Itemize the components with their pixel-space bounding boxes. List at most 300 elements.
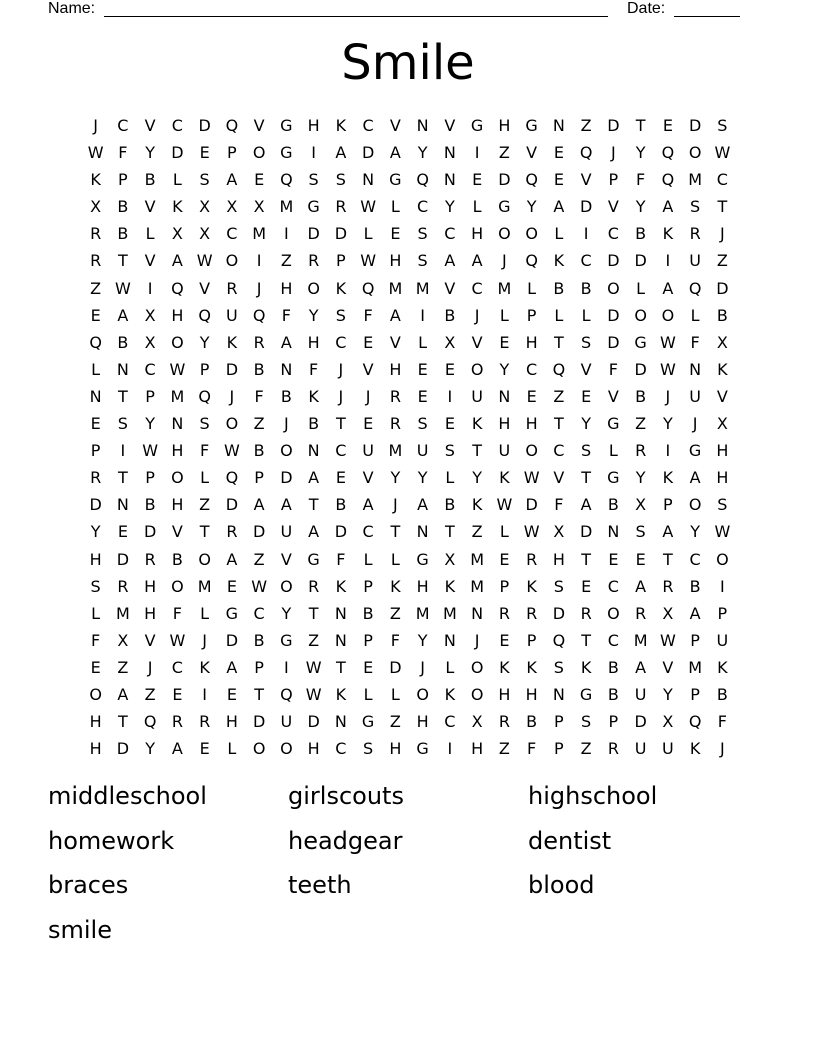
grid-letter[interactable]: I bbox=[202, 684, 207, 704]
grid-letter[interactable]: R bbox=[117, 576, 129, 596]
grid-letter[interactable]: E bbox=[254, 170, 265, 190]
grid-letter[interactable]: V bbox=[716, 386, 728, 406]
grid-letter[interactable]: L bbox=[581, 305, 591, 325]
grid-letter[interactable]: J bbox=[229, 386, 235, 406]
grid-letter[interactable]: H bbox=[416, 712, 429, 732]
grid-letter[interactable]: Q bbox=[661, 170, 675, 190]
grid-letter[interactable]: E bbox=[363, 414, 374, 434]
grid-letter[interactable]: O bbox=[498, 224, 511, 244]
grid-letter[interactable]: R bbox=[689, 224, 701, 244]
grid-letter[interactable]: K bbox=[717, 359, 728, 379]
grid-letter[interactable]: J bbox=[338, 386, 344, 406]
grid-letter[interactable]: S bbox=[717, 116, 728, 135]
grid-letter[interactable]: N bbox=[116, 359, 129, 379]
grid-letter[interactable]: O bbox=[470, 359, 484, 379]
grid-letter[interactable]: X bbox=[471, 712, 483, 732]
grid-letter[interactable]: V bbox=[144, 630, 156, 650]
grid-letter[interactable]: H bbox=[389, 359, 402, 379]
grid-letter[interactable]: H bbox=[552, 549, 565, 569]
grid-letter[interactable]: P bbox=[526, 630, 537, 650]
grid-letter[interactable]: P bbox=[254, 657, 264, 677]
grid-letter[interactable]: P bbox=[690, 684, 700, 704]
grid-letter[interactable]: L bbox=[227, 739, 237, 759]
grid-letter[interactable]: K bbox=[499, 468, 510, 488]
grid-letter[interactable]: A bbox=[226, 657, 238, 677]
grid-letter[interactable]: W bbox=[169, 359, 186, 379]
grid-letter[interactable]: H bbox=[525, 414, 538, 434]
grid-letter[interactable]: A bbox=[417, 495, 429, 515]
grid-letter[interactable]: D bbox=[225, 630, 239, 650]
grid-letter[interactable]: X bbox=[444, 549, 456, 569]
grid-letter[interactable]: P bbox=[608, 712, 619, 732]
grid-letter[interactable]: D bbox=[143, 522, 157, 542]
grid-letter[interactable]: E bbox=[335, 468, 346, 488]
grid-letter[interactable]: R bbox=[144, 549, 156, 569]
grid-letter[interactable]: D bbox=[334, 522, 348, 542]
grid-letter[interactable]: W bbox=[659, 359, 676, 379]
grid-letter[interactable]: I bbox=[665, 441, 671, 461]
grid-letter[interactable]: W bbox=[251, 576, 268, 596]
grid-letter[interactable]: E bbox=[608, 549, 619, 569]
grid-letter[interactable]: F bbox=[608, 359, 618, 379]
grid-letter[interactable]: Z bbox=[308, 630, 320, 650]
grid-letter[interactable]: D bbox=[198, 116, 211, 135]
grid-letter[interactable]: B bbox=[607, 657, 619, 677]
grid-letter[interactable]: I bbox=[720, 576, 725, 596]
grid-letter[interactable]: T bbox=[117, 386, 128, 406]
grid-letter[interactable]: L bbox=[363, 224, 373, 244]
grid-letter[interactable]: E bbox=[226, 576, 237, 596]
grid-letter[interactable]: F bbox=[636, 170, 646, 190]
grid-letter[interactable]: O bbox=[307, 278, 320, 298]
grid-letter[interactable]: S bbox=[417, 224, 428, 244]
grid-letter[interactable]: B bbox=[716, 305, 728, 325]
grid-letter[interactable]: A bbox=[444, 251, 456, 271]
grid-letter[interactable]: V bbox=[389, 332, 401, 352]
grid-letter[interactable]: W bbox=[196, 251, 213, 271]
grid-letter[interactable]: D bbox=[634, 359, 647, 379]
grid-letter[interactable]: A bbox=[662, 278, 674, 298]
grid-letter[interactable]: G bbox=[307, 549, 320, 569]
grid-letter[interactable]: Q bbox=[280, 684, 293, 704]
grid-letter[interactable]: R bbox=[526, 549, 538, 569]
grid-letter[interactable]: M bbox=[688, 657, 703, 677]
grid-letter[interactable]: Z bbox=[280, 251, 292, 271]
grid-letter[interactable]: J bbox=[365, 386, 371, 406]
grid-letter[interactable]: B bbox=[308, 414, 320, 434]
grid-letter[interactable]: Y bbox=[145, 414, 156, 434]
grid-letter[interactable]: T bbox=[662, 549, 673, 569]
grid-letter[interactable]: H bbox=[89, 549, 102, 569]
grid-letter[interactable]: S bbox=[581, 441, 592, 461]
grid-letter[interactable]: L bbox=[363, 684, 373, 704]
grid-letter[interactable]: D bbox=[525, 495, 538, 515]
grid-letter[interactable]: R bbox=[90, 224, 102, 244]
grid-letter[interactable]: X bbox=[716, 332, 728, 352]
grid-letter[interactable]: V bbox=[662, 657, 674, 677]
grid-letter[interactable]: H bbox=[171, 305, 184, 325]
grid-letter[interactable]: A bbox=[117, 684, 129, 704]
grid-letter[interactable]: H bbox=[471, 739, 484, 759]
grid-letter[interactable]: A bbox=[635, 657, 647, 677]
grid-letter[interactable]: W bbox=[659, 332, 676, 352]
grid-letter[interactable]: P bbox=[90, 441, 101, 461]
grid-letter[interactable]: I bbox=[447, 739, 453, 759]
grid-letter[interactable]: V bbox=[553, 468, 565, 488]
grid-letter[interactable]: M bbox=[470, 576, 485, 596]
grid-letter[interactable]: R bbox=[526, 603, 538, 623]
grid-letter[interactable]: J bbox=[147, 657, 153, 677]
grid-letter[interactable]: K bbox=[335, 278, 347, 298]
grid-letter[interactable]: U bbox=[634, 684, 647, 704]
grid-letter[interactable]: N bbox=[471, 603, 484, 623]
grid-letter[interactable]: E bbox=[635, 549, 646, 569]
grid-letter[interactable]: P bbox=[554, 712, 564, 732]
grid-letter[interactable]: N bbox=[307, 441, 320, 461]
grid-letter[interactable]: H bbox=[307, 116, 320, 135]
grid-letter[interactable]: N bbox=[552, 116, 565, 135]
grid-letter[interactable]: K bbox=[689, 739, 701, 759]
grid-letter[interactable]: T bbox=[390, 522, 401, 542]
grid-letter[interactable]: M bbox=[115, 603, 130, 623]
grid-letter[interactable]: E bbox=[499, 332, 510, 352]
grid-letter[interactable]: B bbox=[444, 305, 456, 325]
grid-letter[interactable]: S bbox=[717, 495, 728, 515]
grid-letter[interactable]: R bbox=[635, 441, 647, 461]
grid-letter[interactable]: Y bbox=[417, 468, 428, 488]
grid-letter[interactable]: H bbox=[525, 684, 538, 704]
grid-letter[interactable]: W bbox=[360, 251, 377, 271]
grid-letter[interactable]: N bbox=[362, 170, 375, 190]
grid-letter[interactable]: Q bbox=[525, 170, 538, 190]
grid-letter[interactable]: D bbox=[280, 468, 293, 488]
grid-letter[interactable]: D bbox=[552, 603, 566, 623]
grid-letter[interactable]: B bbox=[253, 359, 265, 379]
grid-letter[interactable]: K bbox=[526, 657, 537, 677]
grid-letter[interactable]: C bbox=[144, 359, 156, 379]
grid-letter[interactable]: I bbox=[120, 441, 126, 461]
grid-letter[interactable]: X bbox=[199, 197, 211, 217]
grid-letter[interactable]: G bbox=[225, 603, 239, 623]
grid-letter[interactable]: B bbox=[253, 441, 265, 461]
grid-letter[interactable]: J bbox=[611, 143, 616, 163]
grid-letter[interactable]: F bbox=[717, 712, 727, 732]
grid-letter[interactable]: F bbox=[172, 603, 182, 623]
grid-letter[interactable]: N bbox=[552, 684, 565, 704]
grid-letter[interactable]: H bbox=[716, 468, 729, 488]
grid-letter[interactable]: R bbox=[199, 712, 211, 732]
grid-letter[interactable]: P bbox=[118, 170, 128, 190]
grid-letter[interactable]: S bbox=[417, 414, 428, 434]
grid-letter[interactable]: W bbox=[496, 495, 513, 515]
grid-letter[interactable]: E bbox=[90, 305, 101, 325]
grid-letter[interactable]: K bbox=[471, 495, 483, 515]
grid-letter[interactable]: A bbox=[171, 739, 183, 759]
grid-letter[interactable]: E bbox=[90, 657, 101, 677]
grid-letter[interactable]: U bbox=[689, 386, 701, 406]
grid-letter[interactable]: C bbox=[444, 224, 456, 244]
grid-letter[interactable]: B bbox=[171, 549, 183, 569]
grid-letter[interactable]: D bbox=[252, 712, 266, 732]
grid-letter[interactable]: Y bbox=[526, 197, 537, 217]
grid-letter[interactable]: W bbox=[305, 657, 322, 677]
grid-letter[interactable]: R bbox=[90, 468, 102, 488]
grid-letter[interactable]: O bbox=[280, 739, 293, 759]
grid-letter[interactable]: T bbox=[553, 332, 564, 352]
grid-letter[interactable]: X bbox=[144, 332, 156, 352]
grid-letter[interactable]: Z bbox=[253, 414, 265, 434]
grid-letter[interactable]: U bbox=[471, 386, 483, 406]
grid-letter[interactable]: H bbox=[89, 712, 102, 732]
grid-letter[interactable]: B bbox=[716, 684, 728, 704]
grid-letter[interactable]: C bbox=[171, 657, 183, 677]
grid-letter[interactable]: L bbox=[363, 549, 373, 569]
grid-letter[interactable]: K bbox=[662, 224, 674, 244]
grid-letter[interactable]: Q bbox=[280, 170, 293, 190]
grid-letter[interactable]: L bbox=[390, 684, 400, 704]
grid-letter[interactable]: E bbox=[117, 522, 128, 542]
grid-letter[interactable]: Q bbox=[143, 712, 157, 732]
grid-letter[interactable]: B bbox=[635, 224, 647, 244]
grid-letter[interactable]: V bbox=[607, 386, 619, 406]
grid-letter[interactable]: L bbox=[527, 278, 537, 298]
grid-letter[interactable]: V bbox=[580, 170, 592, 190]
grid-letter[interactable]: K bbox=[553, 251, 565, 271]
grid-letter[interactable]: T bbox=[308, 603, 319, 623]
grid-letter[interactable]: D bbox=[607, 251, 620, 271]
grid-letter[interactable]: Z bbox=[389, 603, 401, 623]
grid-letter[interactable]: F bbox=[336, 549, 346, 569]
grid-letter[interactable]: R bbox=[580, 603, 592, 623]
grid-letter[interactable]: V bbox=[199, 278, 211, 298]
grid-letter[interactable]: G bbox=[470, 116, 484, 135]
grid-letter[interactable]: C bbox=[716, 170, 728, 190]
grid-letter[interactable]: E bbox=[444, 359, 455, 379]
grid-letter[interactable]: H bbox=[171, 495, 184, 515]
grid-letter[interactable]: V bbox=[144, 251, 156, 271]
grid-letter[interactable]: K bbox=[444, 576, 456, 596]
grid-letter[interactable]: Y bbox=[390, 468, 401, 488]
grid-letter[interactable]: H bbox=[389, 251, 402, 271]
grid-letter[interactable]: L bbox=[499, 522, 509, 542]
grid-letter[interactable]: E bbox=[363, 657, 374, 677]
grid-letter[interactable]: Y bbox=[199, 332, 210, 352]
grid-letter[interactable]: Y bbox=[635, 468, 646, 488]
grid-letter[interactable]: U bbox=[689, 251, 701, 271]
grid-letter[interactable]: B bbox=[607, 495, 619, 515]
grid-letter[interactable]: D bbox=[307, 224, 320, 244]
grid-letter[interactable]: G bbox=[280, 116, 293, 135]
grid-letter[interactable]: A bbox=[226, 549, 238, 569]
grid-letter[interactable]: B bbox=[553, 278, 565, 298]
grid-letter[interactable]: J bbox=[474, 630, 480, 650]
grid-letter[interactable]: D bbox=[307, 712, 320, 732]
grid-letter[interactable]: U bbox=[280, 522, 293, 542]
grid-letter[interactable]: V bbox=[444, 278, 456, 298]
grid-letter[interactable]: C bbox=[362, 116, 374, 135]
grid-letter[interactable]: J bbox=[665, 386, 671, 406]
grid-letter[interactable]: M bbox=[388, 441, 403, 461]
grid-letter[interactable]: V bbox=[144, 197, 156, 217]
grid-letter[interactable]: L bbox=[172, 170, 182, 190]
grid-letter[interactable]: Q bbox=[361, 278, 375, 298]
grid-letter[interactable]: D bbox=[252, 522, 266, 542]
grid-letter[interactable]: Q bbox=[171, 278, 184, 298]
grid-letter[interactable]: N bbox=[689, 359, 702, 379]
grid-letter[interactable]: R bbox=[226, 278, 238, 298]
grid-letter[interactable]: F bbox=[281, 305, 291, 325]
grid-letter[interactable]: W bbox=[114, 278, 131, 298]
grid-letter[interactable]: D bbox=[634, 712, 647, 732]
grid-letter[interactable]: O bbox=[470, 657, 484, 677]
grid-letter[interactable]: M bbox=[442, 603, 457, 623]
grid-letter[interactable]: X bbox=[90, 197, 102, 217]
grid-letter[interactable]: O bbox=[89, 684, 102, 704]
grid-letter[interactable]: I bbox=[474, 143, 480, 163]
grid-letter[interactable]: I bbox=[311, 143, 316, 163]
grid-letter[interactable]: W bbox=[305, 684, 322, 704]
grid-letter[interactable]: T bbox=[581, 630, 592, 650]
grid-letter[interactable]: D bbox=[634, 251, 647, 271]
grid-letter[interactable]: C bbox=[226, 224, 238, 244]
grid-letter[interactable]: H bbox=[525, 332, 538, 352]
grid-letter[interactable]: N bbox=[443, 630, 456, 650]
grid-letter[interactable]: F bbox=[554, 495, 564, 515]
grid-letter[interactable]: Y bbox=[690, 522, 701, 542]
grid-letter[interactable]: S bbox=[417, 251, 428, 271]
grid-letter[interactable]: O bbox=[607, 278, 620, 298]
grid-letter[interactable]: E bbox=[390, 224, 401, 244]
grid-letter[interactable]: H bbox=[498, 414, 511, 434]
name-blank-line[interactable] bbox=[104, 16, 608, 17]
grid-letter[interactable]: C bbox=[689, 549, 701, 569]
grid-letter[interactable]: L bbox=[690, 305, 700, 325]
grid-letter[interactable]: D bbox=[171, 143, 184, 163]
grid-letter[interactable]: N bbox=[89, 386, 102, 406]
grid-letter[interactable]: L bbox=[554, 224, 564, 244]
grid-letter[interactable]: W bbox=[223, 441, 240, 461]
grid-letter[interactable]: Z bbox=[498, 739, 510, 759]
grid-letter[interactable]: X bbox=[716, 414, 728, 434]
grid-letter[interactable]: E bbox=[553, 143, 564, 163]
grid-letter[interactable]: S bbox=[553, 576, 564, 596]
grid-letter[interactable]: J bbox=[502, 251, 507, 271]
grid-letter[interactable]: K bbox=[199, 657, 210, 677]
grid-letter[interactable]: U bbox=[280, 712, 293, 732]
grid-letter[interactable]: W bbox=[659, 630, 676, 650]
grid-letter[interactable]: A bbox=[635, 576, 647, 596]
grid-letter[interactable]: K bbox=[335, 116, 347, 135]
grid-letter[interactable]: T bbox=[335, 414, 346, 434]
grid-letter[interactable]: N bbox=[334, 712, 347, 732]
grid-letter[interactable]: Z bbox=[553, 386, 565, 406]
grid-letter[interactable]: A bbox=[226, 170, 238, 190]
grid-letter[interactable]: J bbox=[692, 414, 698, 434]
grid-letter[interactable]: Y bbox=[581, 414, 592, 434]
grid-letter[interactable]: L bbox=[91, 359, 101, 379]
grid-letter[interactable]: O bbox=[688, 143, 702, 163]
grid-letter[interactable]: E bbox=[199, 143, 210, 163]
grid-letter[interactable]: T bbox=[308, 495, 319, 515]
grid-letter[interactable]: B bbox=[362, 603, 374, 623]
grid-letter[interactable]: K bbox=[471, 414, 483, 434]
grid-letter[interactable]: K bbox=[335, 684, 347, 704]
grid-letter[interactable]: R bbox=[308, 251, 320, 271]
grid-letter[interactable]: O bbox=[280, 441, 293, 461]
grid-letter[interactable]: Z bbox=[580, 739, 592, 759]
grid-letter[interactable]: I bbox=[447, 386, 453, 406]
grid-letter[interactable]: W bbox=[523, 468, 540, 488]
grid-letter[interactable]: E bbox=[444, 414, 455, 434]
grid-letter[interactable]: H bbox=[498, 684, 511, 704]
grid-letter[interactable]: E bbox=[417, 359, 428, 379]
grid-letter[interactable]: C bbox=[417, 197, 429, 217]
grid-letter[interactable]: B bbox=[117, 197, 129, 217]
grid-letter[interactable]: R bbox=[171, 712, 183, 732]
grid-letter[interactable]: L bbox=[636, 278, 646, 298]
grid-letter[interactable]: T bbox=[581, 549, 592, 569]
grid-letter[interactable]: B bbox=[117, 332, 129, 352]
grid-letter[interactable]: J bbox=[256, 278, 262, 298]
grid-letter[interactable]: G bbox=[525, 116, 538, 135]
grid-letter[interactable]: S bbox=[335, 305, 346, 325]
grid-letter[interactable]: H bbox=[471, 224, 484, 244]
grid-letter[interactable]: M bbox=[415, 603, 430, 623]
grid-letter[interactable]: H bbox=[225, 712, 238, 732]
grid-letter[interactable]: C bbox=[253, 603, 265, 623]
grid-letter[interactable]: E bbox=[553, 170, 564, 190]
grid-letter[interactable]: G bbox=[634, 332, 647, 352]
grid-letter[interactable]: A bbox=[662, 522, 674, 542]
grid-letter[interactable]: R bbox=[389, 386, 401, 406]
grid-letter[interactable]: X bbox=[199, 224, 211, 244]
grid-letter[interactable]: H bbox=[280, 278, 293, 298]
grid-letter[interactable]: L bbox=[418, 332, 428, 352]
grid-letter[interactable]: P bbox=[526, 305, 537, 325]
grid-letter[interactable]: I bbox=[147, 278, 153, 298]
grid-letter[interactable]: O bbox=[416, 684, 429, 704]
grid-letter[interactable]: Q bbox=[225, 468, 239, 488]
grid-letter[interactable]: P bbox=[608, 170, 619, 190]
grid-letter[interactable]: R bbox=[226, 522, 238, 542]
grid-letter[interactable]: X bbox=[444, 332, 456, 352]
grid-letter[interactable]: Q bbox=[525, 251, 538, 271]
grid-letter[interactable]: L bbox=[499, 305, 509, 325]
grid-letter[interactable]: O bbox=[198, 549, 211, 569]
grid-letter[interactable]: J bbox=[284, 414, 289, 434]
grid-letter[interactable]: C bbox=[171, 116, 183, 135]
grid-letter[interactable]: J bbox=[338, 359, 344, 379]
grid-letter[interactable]: H bbox=[144, 603, 157, 623]
grid-letter[interactable]: W bbox=[87, 143, 104, 163]
grid-letter[interactable]: Q bbox=[225, 116, 239, 135]
grid-letter[interactable]: Q bbox=[661, 143, 675, 163]
grid-letter[interactable]: H bbox=[307, 739, 320, 759]
grid-letter[interactable]: K bbox=[444, 684, 456, 704]
grid-letter[interactable]: R bbox=[607, 739, 619, 759]
grid-letter[interactable]: V bbox=[389, 116, 401, 135]
grid-letter[interactable]: L bbox=[145, 224, 155, 244]
grid-letter[interactable]: E bbox=[172, 684, 183, 704]
grid-letter[interactable]: G bbox=[498, 197, 511, 217]
grid-letter[interactable]: N bbox=[443, 170, 456, 190]
grid-letter[interactable]: B bbox=[526, 712, 538, 732]
grid-letter[interactable]: T bbox=[717, 197, 728, 217]
grid-letter[interactable]: R bbox=[335, 197, 347, 217]
grid-letter[interactable]: E bbox=[526, 386, 537, 406]
grid-letter[interactable]: K bbox=[335, 576, 347, 596]
grid-letter[interactable]: I bbox=[583, 224, 589, 244]
